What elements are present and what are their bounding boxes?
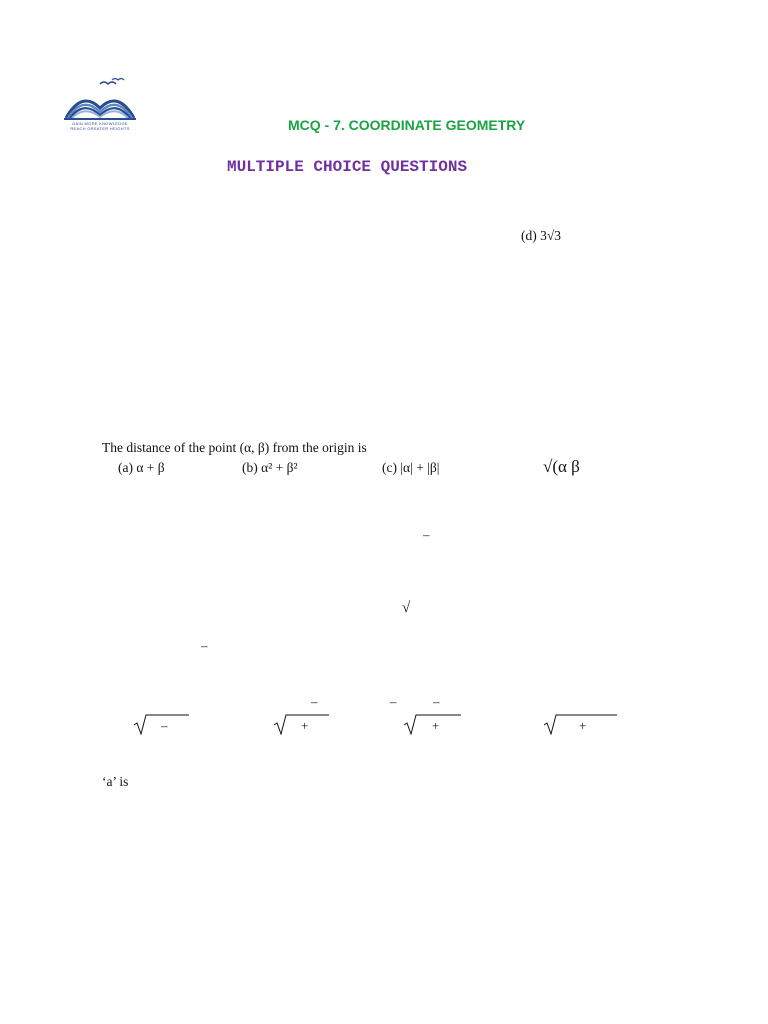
option-b: (b) α² + β² [242, 460, 298, 475]
radical-option [273, 713, 329, 735]
minus-fragment: – [311, 694, 318, 709]
root-fragment: √ [402, 600, 411, 616]
radical-operator: + [432, 718, 440, 733]
option-a: (a) α + β [118, 460, 165, 475]
minus-fragment: – [390, 694, 397, 709]
radical-operator: – [161, 718, 168, 733]
question-text: The distance of the point (α, β) from the origin is [102, 440, 367, 455]
option-d-partial: √(α β [543, 457, 580, 476]
radical-option [543, 713, 617, 735]
logo-tagline-line1: GAIN MORE KNOWLEDGE [72, 121, 128, 126]
document-title: MCQ - 7. COORDINATE GEOMETRY [288, 117, 526, 133]
minus-fragment: – [201, 638, 208, 653]
radical-option [403, 713, 461, 735]
option-c: (c) |α| + |β| [382, 460, 440, 475]
minus-fragment: – [433, 694, 440, 709]
section-heading: MULTIPLE CHOICE QUESTIONS [227, 158, 468, 176]
minus-fragment: – [423, 527, 430, 542]
radical-option [133, 713, 189, 735]
radical-operator: + [579, 718, 587, 733]
logo-tagline-line2: REACH GREATER HEIGHTS [70, 126, 130, 131]
radical-operator: + [301, 718, 309, 733]
question-fragment-a-is: ‘a’ is [102, 774, 129, 789]
option-d-fragment: (d) 3√3 [521, 228, 562, 243]
